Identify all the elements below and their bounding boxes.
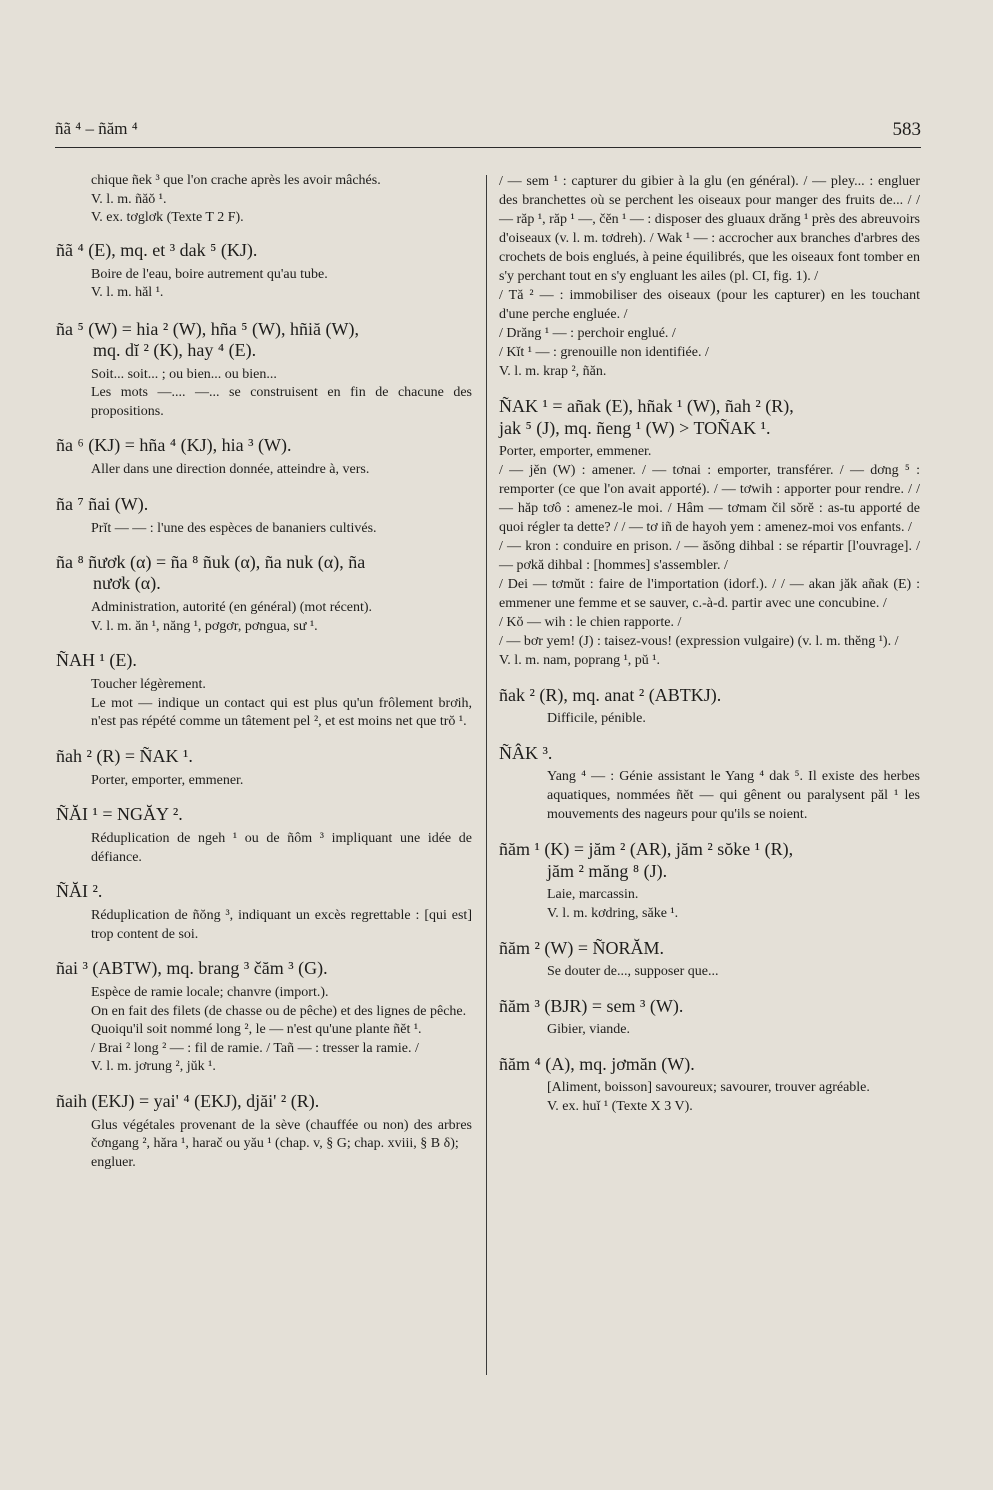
entry-text: Porter, emporter, emmener. <box>91 772 244 788</box>
entry-text: Se douter de..., supposer que... <box>547 964 719 979</box>
entry-text: / — jĕn (W) : amener. / — tơnai : emporter, transférer. / — dơng ⁵ : remporter (ce que l'on avait apporté). / — tơwih : apporter pour rendre. / / — hăp tơô : amenez-le moi. / Hâm — tơmam čil sŏrĕ : as-tu apporté de quoi régler ta dette? / / — tơ iñ de hayoh yem : amenez-moi vos enfants. / <box>499 463 920 535</box>
entry-text: Toucher légèrement. <box>91 677 206 692</box>
headword: ñah ² (R) = ÑAK ¹. <box>56 745 193 766</box>
page-header <box>55 117 921 148</box>
entry-text: V. l. m. krap ², ñăn. <box>499 364 607 379</box>
entry-text: engluer. <box>91 1154 136 1170</box>
headword: ñaih (EKJ) = yai' ⁴ (EKJ), djăi' ² (R). <box>56 1090 320 1111</box>
entry <box>56 804 472 867</box>
right-column <box>499 172 920 1123</box>
entry-text: V. l. m. ñăŏ ¹. <box>91 191 167 207</box>
entry-text: Difficile, pénible. <box>547 711 646 726</box>
entry <box>499 395 920 670</box>
headword: ña ⁶ (KJ) = hña ⁴ (KJ), hia ³ (W). <box>56 435 292 455</box>
entry-text: Laie, marcassin. <box>547 887 639 902</box>
entry-text: V. l. m. hăl ¹. <box>91 285 164 300</box>
entry <box>56 494 472 539</box>
entry <box>499 742 920 824</box>
entry-text: Le mot — indique un contact qui est plus qu'un frôlement brơih, n'est pas répété comme un tâtement pel ², et est moins net que trŏ ¹. <box>91 695 472 729</box>
entry <box>499 937 920 981</box>
entry-text: Espèce de ramie locale; chanvre (import.). <box>91 985 329 1000</box>
entry <box>56 1091 472 1173</box>
entry-text: Quoiqu'il soit nommé long ², le — n'est qu'une plante ñĕt ¹. <box>91 1022 422 1037</box>
entry-text: V. l. m. ăn ¹, năng ¹, pơgơr, pơngua, sư ¹. <box>91 618 318 634</box>
entry-text: Glus végétales provenant de la sève (chauffée ou non) des arbres čơngang ², hăra ¹, harač ou yău ¹ (chap. v, § G; chap. xviii, § B δ); <box>91 1117 472 1151</box>
running-head: ñã ⁴ – ñăm ⁴ <box>55 119 138 138</box>
entry-text: V. ex. huĭ ¹ (Texte X 3 V). <box>547 1099 693 1114</box>
entry-text: Réduplication de ñŏng ³, indiquant un excès regrettable : [qui est] trop content de soi. <box>91 908 472 942</box>
headword: ÑÂK ³. <box>499 743 553 763</box>
entry-text: V. l. m. nam, poprang ¹, pŭ ¹. <box>499 653 660 668</box>
entry-text: / Kĭt ¹ — : grenouille non identifiée. / <box>499 345 709 360</box>
entry-text: Porter, emporter, emmener. <box>499 444 652 459</box>
entry-text: V. l. m. jơrung ², jŭk ¹. <box>91 1059 216 1074</box>
headword: ÑAK ¹ = añak (E), hñak ¹ (W), ñah ² (R), <box>499 396 794 416</box>
headword-cont: jăm ² măng ⁸ (J). <box>547 861 668 881</box>
entry-text: / Brai ² long ² — : fil de ramie. / Tañ — : tresser la ramie. / <box>91 1040 419 1056</box>
headword: ña ⁷ ñai (W). <box>56 493 149 514</box>
entry-text: / — bơr yem! (J) : taisez-vous! (expression vulgaire) (v. l. m. thĕng ¹). / <box>499 634 899 649</box>
column-divider <box>486 175 487 1375</box>
entry <box>499 684 920 728</box>
entry-text: [Aliment, boisson] savoureux; savourer, trouver agréable. <box>547 1080 870 1095</box>
entry-continuation <box>56 172 472 228</box>
entry-text: Boire de l'eau, boire autrement qu'au tube. <box>91 266 328 282</box>
entry-text: / Kŏ — wih : le chien rapporte. / <box>499 615 682 630</box>
headword: ñăm ² (W) = ÑORĂM. <box>499 938 665 958</box>
headword: ÑĂI ¹ = NGĂY ². <box>56 804 183 824</box>
entry <box>56 958 472 1077</box>
entry-text: Réduplication de ngeh ¹ ou de ñôm ³ impliquant une idée de défiance. <box>91 831 472 865</box>
headword-cont: nươk (α). <box>93 573 161 593</box>
headword: ña ⁵ (W) = hia ² (W), hña ⁵ (W), hñiă (W), <box>56 318 359 339</box>
entry-text: On en fait des filets (de chasse ou de pêche) et des lignes de pêche. <box>91 1003 467 1019</box>
headword: ñak ² (R), mq. anat ² (ABTKJ). <box>499 685 722 705</box>
entry-text: Prĭt — — : l'une des espèces de bananiers cultivés. <box>91 520 377 536</box>
entry-text: Les mots —.... —... se construisent en fin de chacune des propositions. <box>91 385 472 419</box>
page-number: 583 <box>892 119 921 140</box>
entry <box>56 319 472 422</box>
headword-cont: jak ⁵ (J), mq. ñeng ¹ (W) > TOÑAK ¹. <box>499 418 771 438</box>
headword: ña ⁸ ñươk (α) = ña ⁸ ñuk (α), ña nuk (α), ña <box>56 552 366 572</box>
headword: ÑĂI ². <box>56 881 103 901</box>
entry-text: / Drăng ¹ — : perchoir englué. / <box>499 326 676 341</box>
entry-text: V. l. m. kơdring, săke ¹. <box>547 906 679 921</box>
entry-text: chique ñek ³ que l'on crache après les avoir mâchés. <box>91 173 381 188</box>
headword: ñăm ⁴ (A), mq. jơmăn (W). <box>499 1054 695 1074</box>
entry <box>499 838 920 923</box>
entry-text: / Tă ² — : immobiliser des oiseaux (pour les capturer) en les touchant d'une perche engluée. / <box>499 288 920 322</box>
entry <box>56 552 472 636</box>
entry-text: / Dei — tơmŭt : faire de l'importation (idorf.). / / — akan jăk añak (E) : emmener une femme et se sauver, c.-à-d. partir avec une concubine. / <box>499 577 920 611</box>
entry-text: V. ex. tơglơk (Texte T 2 F). <box>91 210 244 225</box>
entry <box>56 240 472 303</box>
entry <box>56 881 472 944</box>
headword: ÑAH ¹ (E). <box>56 650 137 670</box>
entry-text: / — sem ¹ : capturer du gibier à la glu (en général). / — pley... : engluer des branchettes où se perchent les oiseaux pour manger des fruits de... / / — răp ¹, răp ¹ —, čĕn ¹ — : disposer des gluaux drăng ¹ près des abreuvoirs d'oiseaux (v. l. m. tơdreh). / Wak ¹ — : accrocher aux branches d'arbres des crochets de bois englués, à peine équilibrés, que les oiseaux font tomber en s'y perchant tout en s'y engluant les ailes (pl. CI, fig. 1). / <box>499 174 920 284</box>
entry-text: Soit... soit... ; ou bien... ou bien... <box>91 366 277 382</box>
entry-text: Aller dans une direction donnée, atteindre à, vers. <box>91 462 370 477</box>
headword: ñã ⁴ (E), mq. et ³ dak ⁵ (KJ). <box>56 239 258 260</box>
headword: ñăm ³ (BJR) = sem ³ (W). <box>499 996 684 1016</box>
headword-cont: mq. dĭ ² (K), hay ⁴ (E). <box>93 339 257 360</box>
entry <box>56 650 472 732</box>
entry-text: / — kron : conduire en prison. / — ăsŏng dihbal : se répartir [l'ouvrage]. / — pơkă dihbal : [hommes] s'assembler. / <box>499 539 920 573</box>
entry <box>56 746 472 791</box>
entry-text: Administration, autorité (en général) (mot récent). <box>91 600 373 615</box>
headword: ñai ³ (ABTW), mq. brang ³ čăm ³ (G). <box>56 958 328 978</box>
entry <box>56 435 472 480</box>
headword: ñăm ¹ (K) = jăm ² (AR), jăm ² sŏke ¹ (R), <box>499 839 794 859</box>
entry-text: Gibier, viande. <box>547 1022 631 1037</box>
entry <box>499 995 920 1039</box>
left-column <box>56 172 472 1179</box>
entry-continuation <box>499 172 920 381</box>
entry <box>499 1053 920 1116</box>
entry-text: Yang ⁴ — : Génie assistant le Yang ⁴ dak ⁵. Il existe des herbes aquatiques, nommées ñĕt — qui gênent ou paralysent păl ¹ les mouvements des nageurs pour qu'ils se noient. <box>547 769 920 822</box>
